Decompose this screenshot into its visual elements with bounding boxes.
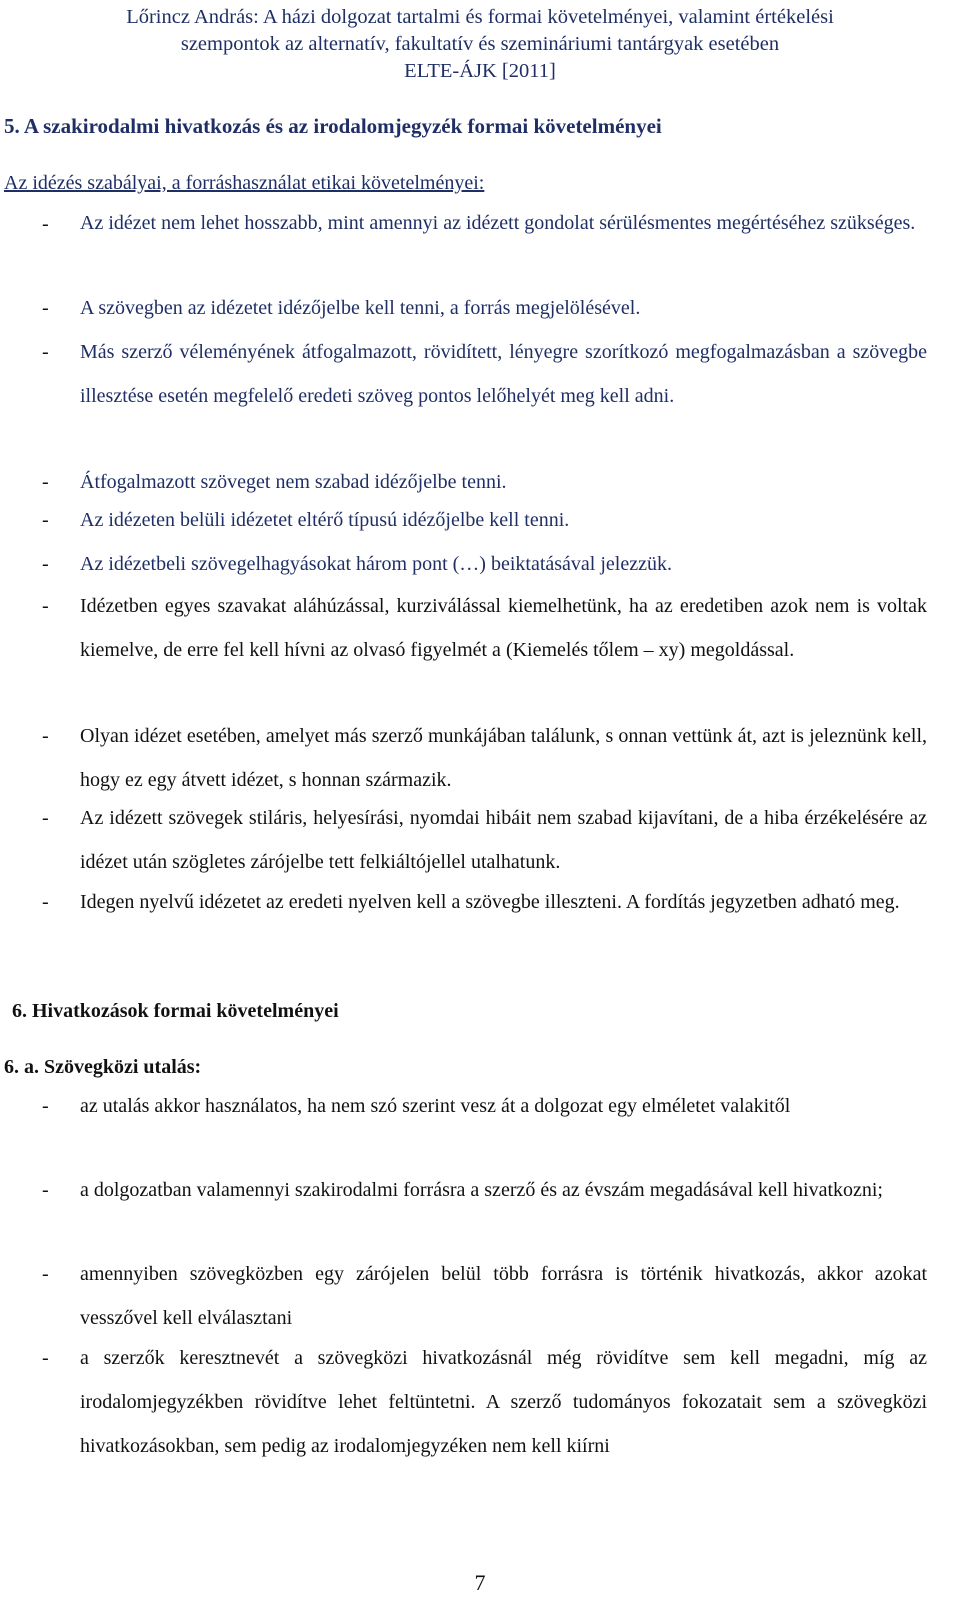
list-item-text: a szerzők keresztnevét a szövegközi hivatkozásnál még rövidítve sem kell megadni, míg az irodalomjegyzékben rövidítve lehet feltüntetni. A szerző tudományos fokozatait sem a szövegközi hivatkozásokban, sem pedig az irodalomjegyzéken nem kell kiírni — [80, 1347, 927, 1457]
bullet-dash: - — [42, 1179, 49, 1201]
bullet-dash: - — [42, 297, 49, 319]
list-item-text: Idézetben egyes szavakat aláhúzással, kurziválással kiemelhetünk, ha az eredetiben azok nem is voltak kiemelve, de erre fel kell hívni az olvasó figyelmét a (Kiemelés tőlem – xy) megoldással. — [80, 595, 927, 661]
bullet-dash: - — [42, 595, 49, 617]
header-line-1: Lőrincz András: A házi dolgozat tartalmi és formai követelményei, valamint értékelési — [126, 6, 834, 28]
list-item-text: amennyiben szövegközben egy zárójelen belül több forrásra is történik hivatkozás, akkor azokat vesszővel kell elválasztani — [80, 1263, 927, 1329]
list-item-text: Az idézeten belüli idézetet eltérő típusú idézőjelbe kell tenni. — [80, 509, 570, 531]
bullet-dash: - — [42, 725, 49, 747]
page-number: 7 — [474, 1570, 486, 1595]
bullet-dash: - — [42, 553, 49, 575]
list-item-text: Az idézet nem lehet hosszabb, mint amennyi az idézett gondolat sérülésmentes megértéséhez szükséges. — [80, 212, 916, 234]
header-line-2: szempontok az alternatív, fakultatív és szemináriumi tantárgyak esetében — [180, 33, 780, 55]
bullet-dash: - — [42, 1095, 49, 1117]
list-item-text: Más szerző véleményének átfogalmazott, rövidített, lényegre szorítkozó megfogalmazásban a szövegbe illesztése esetén megfelelő eredeti szöveg pontos lelőhelyét meg kell adni. — [80, 341, 927, 407]
bullet-dash: - — [42, 471, 49, 493]
section-5-subtitle: Az idézés szabályai, a forráshasználat etikai követelményei: — [4, 172, 485, 194]
page-header — [0, 4, 960, 85]
section-5-title: 5. A szakirodalmi hivatkozás és az irodalomjegyzék formai követelményei — [4, 114, 662, 138]
bullet-dash: - — [42, 1347, 49, 1369]
bullet-dash: - — [42, 341, 49, 363]
bullet-dash: - — [42, 891, 49, 913]
list-item-text: a dolgozatban valamennyi szakirodalmi forrásra a szerző és az évszám megadásával kell hivatkozni; — [80, 1179, 883, 1201]
bullet-dash: - — [42, 807, 49, 829]
section-6-title: 6. Hivatkozások formai követelményei — [12, 1000, 339, 1022]
list-item-text: A szövegben az idézetet idézőjelbe kell tenni, a forrás megjelölésével. — [80, 297, 641, 319]
list-item-text: Átfogalmazott szöveget nem szabad idézőjelbe tenni. — [80, 471, 507, 493]
bullet-dash: - — [42, 509, 49, 531]
bullet-dash: - — [42, 1263, 49, 1285]
list-item-text: Idegen nyelvű idézetet az eredeti nyelven kell a szövegbe illeszteni. A fordítás jegyzetben adható meg. — [80, 891, 900, 913]
bullet-dash: - — [42, 213, 49, 235]
list-item-text: Az idézetbeli szövegelhagyásokat három pont (…) beiktatásával jelezzük. — [80, 553, 672, 575]
list-item-text: az utalás akkor használatos, ha nem szó szerint vesz át a dolgozat egy elméletet valakitől — [80, 1095, 791, 1117]
section-6a-title: 6. a. Szövegközi utalás: — [4, 1056, 202, 1078]
list-item-text: Olyan idézet esetében, amelyet más szerző munkájában találunk, s onnan vettünk át, azt is jeleznünk kell, hogy ez egy átvett idézet, s honnan származik. — [80, 725, 927, 791]
header-line-3: ELTE-ÁJK [2011] — [404, 60, 556, 82]
list-item-text: Az idézett szövegek stiláris, helyesírási, nyomdai hibáit nem szabad kijavítani, de a hiba érzékelésére az idézet után szögletes zárójelbe tett felkiáltójellel utalhatunk. — [80, 807, 927, 873]
